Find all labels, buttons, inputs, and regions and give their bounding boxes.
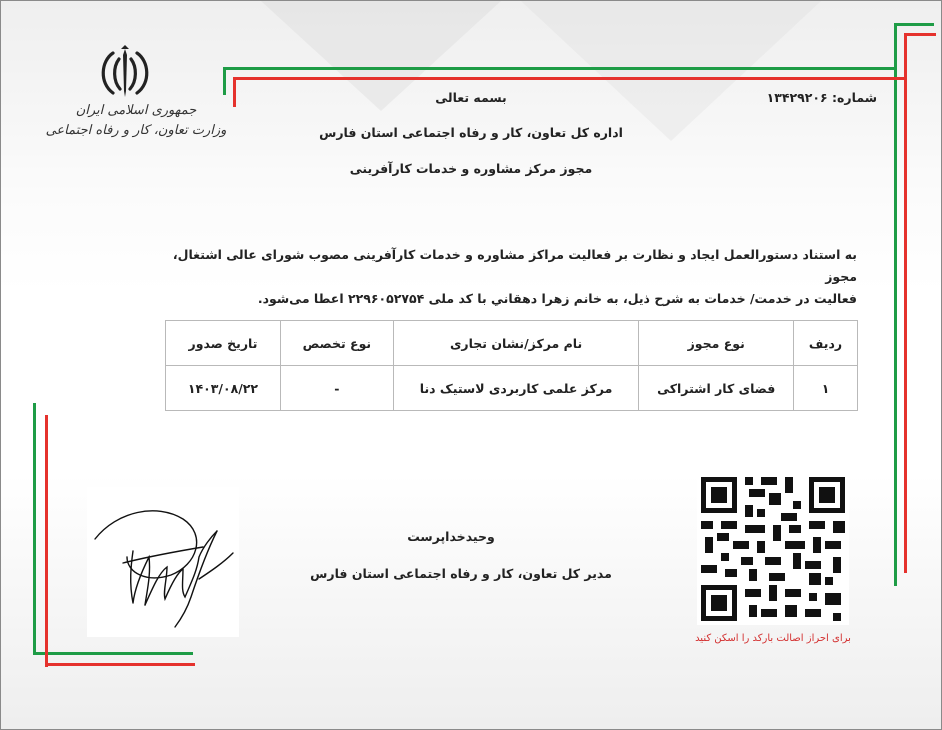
letter-number-value: ۱۳۴۲۹۲۰۶ [766,90,828,105]
signature [87,487,239,637]
table-header-row [166,321,858,366]
permit-table [165,320,858,411]
qr-caption: برای احراز اصالت بارکد را اسکن کنید [695,633,851,644]
body-line-2: فعالیت در خدمت/ خدمات به شرح ذیل، به خانم زهرا دهقاني با کد ملی ۲۲۹۶۰۵۲۷۵۴ اعطا می‌شود. [257,291,857,306]
issuing-office: اداره کل تعاون، کار و رفاه اجتماعی استان فارس [319,125,623,140]
header-issue-date: تاریخ صدور [166,321,281,366]
cell-specialty-type: - [280,366,393,411]
qr-code [697,473,849,625]
frame-line-red-top [233,77,907,80]
cell-permit-type: فضای کار اشتراکی [639,366,794,411]
frame-line-green-left [223,67,226,95]
letter-number [767,90,877,105]
frame-line-red-corner [904,33,936,36]
table-row [166,366,858,411]
frame-line-green-bl-vertical [33,403,36,655]
frame-line-red-bl-vertical [45,415,48,667]
frame-line-red-left [233,77,236,107]
frame-line-green-right [894,23,897,586]
signature-graphic [87,487,239,637]
iran-emblem-icon [93,43,157,101]
header-center-name: نام مرکز/نشان تجاری [393,321,639,366]
frame-line-red-right [904,33,907,573]
qr-code-icon [697,473,849,625]
body-line-1: به استناد دستورالعمل ایجاد و نظارت بر فعالیت مراکز مشاوره و خدمات کارآفرینی مصوب شورای عالی اشتغال، مجوز [172,247,857,284]
signatory-name: وحیدخداپرست [407,529,495,544]
body-paragraph [137,244,857,310]
permit-title: مجوز مرکز مشاوره و خدمات کارآفرینی [349,161,593,176]
header-specialty-type: نوع تخصص [280,321,393,366]
cell-row-number: ۱ [794,366,858,411]
frame-line-green-corner [894,23,934,26]
frame-line-green-top [223,67,895,70]
signatory-title: مدیر کل تعاون، کار و رفاه اجتماعی استان فارس [310,566,612,581]
frame-line-red-bl-horizontal [45,663,195,666]
header-row-number: ردیف [794,321,858,366]
letter-number-label: شماره: [832,90,877,105]
ministry-name [41,101,231,141]
basmala: بسمه تعالی [435,90,507,105]
header-permit-type: نوع مجوز [639,321,794,366]
cell-center-name: مرکز علمی کاربردی لاستیک دنا [393,366,639,411]
bg-facet [521,1,821,141]
ministry-line-1: جمهوری اسلامی ایران [75,103,197,118]
frame-line-green-bl-horizontal [33,652,193,655]
cell-issue-date: ۱۴۰۳/۰۸/۲۲ [166,366,281,411]
ministry-line-2: وزارت تعاون، کار و رفاه اجتماعی [45,123,227,138]
